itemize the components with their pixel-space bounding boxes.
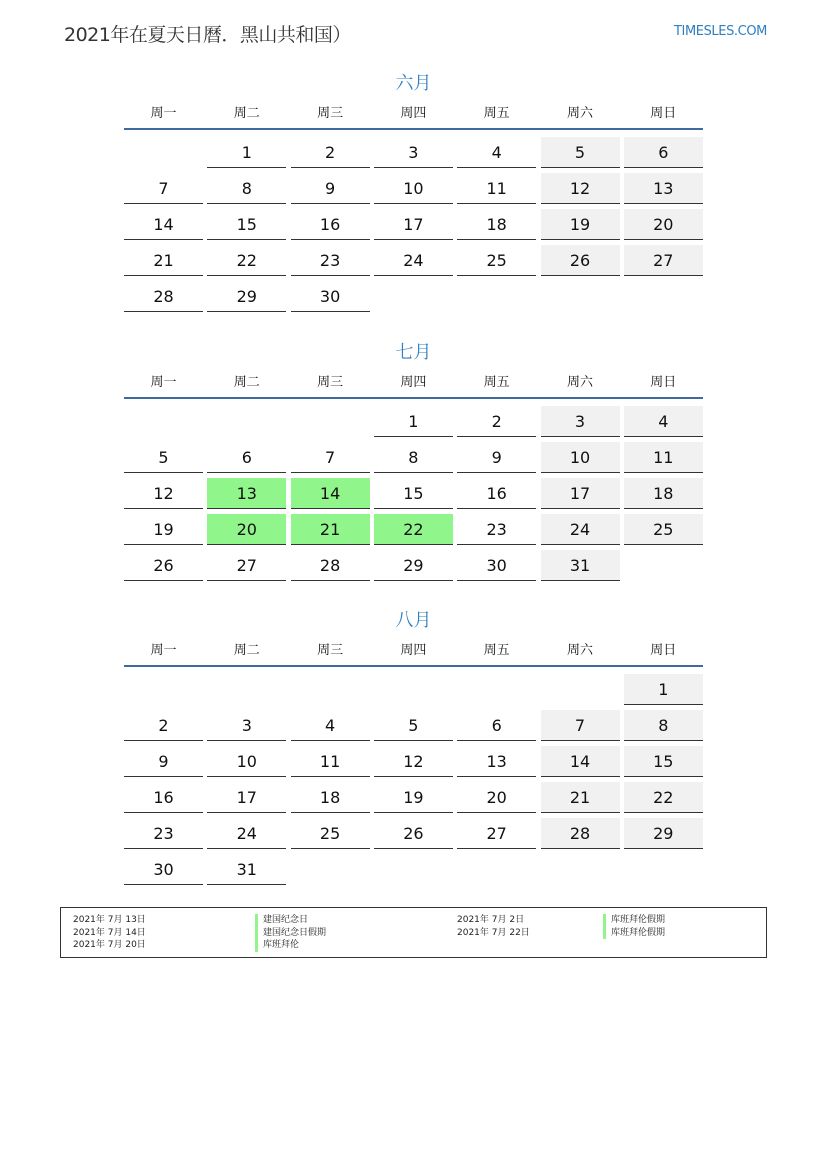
calendar-day: 7 [124, 173, 203, 204]
calendar-day: 17 [541, 478, 620, 509]
legend-dates-right [457, 914, 530, 939]
legend-holiday-name: 库班拜伦 [255, 939, 326, 952]
calendar-day: 8 [624, 710, 703, 741]
calendar-day: 21 [291, 514, 370, 545]
weekday-header [124, 639, 703, 669]
legend-date: 2021年 7月 14日 [73, 927, 146, 938]
weekday-label: 周四 [400, 106, 427, 121]
calendar-day: 20 [457, 782, 536, 813]
calendar-day: 17 [207, 782, 286, 813]
calendar-day: 4 [291, 710, 370, 741]
weekday-label: 周五 [483, 375, 510, 390]
calendar-day: 1 [374, 406, 453, 437]
calendar-day: 2 [291, 137, 370, 168]
weekday-label: 周一 [150, 106, 177, 121]
calendar-day: 21 [124, 245, 203, 276]
calendar-day: 4 [457, 137, 536, 168]
calendar-day: 11 [457, 173, 536, 204]
calendar-day: 11 [624, 442, 703, 473]
calendar-day: 25 [457, 245, 536, 276]
month-calendar [124, 70, 703, 306]
holiday-legend [60, 907, 767, 958]
legend-date: 2021年 7月 13日 [73, 915, 146, 925]
weekday-label: 周日 [650, 375, 677, 390]
calendar-day: 24 [541, 514, 620, 545]
calendar-day: 7 [541, 710, 620, 741]
calendar-day: 3 [374, 137, 453, 168]
legend-holiday-name: 库班拜伦假期 [603, 914, 665, 927]
calendar-day: 7 [291, 442, 370, 473]
calendar-day: 9 [291, 173, 370, 204]
calendar-day: 8 [207, 173, 286, 204]
calendar-day: 12 [374, 746, 453, 777]
calendar-day: 27 [207, 550, 286, 581]
calendar-day: 16 [457, 478, 536, 509]
calendar-day: 3 [207, 710, 286, 741]
calendar-day: 19 [124, 514, 203, 545]
weekday-label: 周日 [650, 106, 677, 121]
weekday-label: 周六 [566, 106, 593, 121]
legend-date: 2021年 7月 20日 [73, 940, 146, 950]
calendar-day: 15 [207, 209, 286, 240]
calendar-day: 21 [541, 782, 620, 813]
calendar-day: 5 [124, 442, 203, 473]
calendar-day: 3 [541, 406, 620, 437]
calendar-day: 10 [541, 442, 620, 473]
legend-holiday-name: 库班拜伦假期 [603, 927, 665, 940]
calendar-day: 11 [291, 746, 370, 777]
calendar-day: 13 [457, 746, 536, 777]
calendar-day: 23 [457, 514, 536, 545]
calendar-day: 20 [624, 209, 703, 240]
calendar-day: 1 [207, 137, 286, 168]
header-divider [124, 397, 703, 399]
legend-holiday-name: 建国纪念日 [255, 914, 326, 927]
legend-date: 2021年 7月 2日 [457, 915, 525, 925]
calendar-day: 6 [624, 137, 703, 168]
calendar-day: 31 [207, 854, 286, 885]
calendar-day: 30 [457, 550, 536, 581]
site-link[interactable]: TIMESLES.COM [673, 24, 767, 39]
calendar-day: 18 [624, 478, 703, 509]
calendar-day: 16 [124, 782, 203, 813]
weekday-label: 周六 [566, 643, 593, 658]
weekday-header [124, 102, 703, 132]
header-divider [124, 128, 703, 130]
weekday-label: 周六 [566, 375, 593, 390]
calendar-day: 30 [291, 281, 370, 312]
calendar-day: 30 [124, 854, 203, 885]
calendar-day: 14 [124, 209, 203, 240]
month-calendar [124, 339, 703, 575]
month-title: 六月 [395, 73, 432, 94]
calendar-day: 26 [541, 245, 620, 276]
calendar-day: 26 [124, 550, 203, 581]
calendar-day: 29 [624, 818, 703, 849]
month-title: 七月 [395, 342, 432, 363]
weekday-label: 周四 [400, 643, 427, 658]
weekday-label: 周二 [233, 106, 260, 121]
weekday-label: 周五 [483, 106, 510, 121]
calendar-day: 14 [541, 746, 620, 777]
calendar-day: 23 [291, 245, 370, 276]
weekday-label: 周一 [150, 375, 177, 390]
legend-names-right [603, 914, 665, 939]
calendar-day: 12 [124, 478, 203, 509]
weekday-label: 周一 [150, 643, 177, 658]
legend-date: 2021年 7月 22日 [457, 927, 530, 938]
header-divider [124, 665, 703, 667]
calendar-day: 19 [541, 209, 620, 240]
calendar-day: 10 [374, 173, 453, 204]
calendar-day: 2 [457, 406, 536, 437]
weekday-header [124, 371, 703, 401]
calendar-day: 5 [374, 710, 453, 741]
calendar-day: 25 [624, 514, 703, 545]
calendar-day: 22 [374, 514, 453, 545]
calendar-day: 28 [124, 281, 203, 312]
calendar-day: 4 [624, 406, 703, 437]
calendar-day: 18 [457, 209, 536, 240]
calendar-day: 2 [124, 710, 203, 741]
calendar-day: 13 [624, 173, 703, 204]
weekday-label: 周日 [650, 643, 677, 658]
calendar-day: 24 [374, 245, 453, 276]
calendar-day: 14 [291, 478, 370, 509]
calendar-day: 22 [207, 245, 286, 276]
page-title: 2021年在夏天日曆．黑山共和国） [64, 24, 351, 46]
weekday-label: 周三 [317, 106, 344, 121]
month-title: 八月 [395, 610, 432, 631]
calendar-day: 15 [374, 478, 453, 509]
legend-holiday-name: 建国纪念日假期 [255, 927, 326, 940]
legend-dates-left [73, 914, 146, 952]
calendar-day: 1 [624, 674, 703, 705]
calendar-day: 18 [291, 782, 370, 813]
calendar-day: 26 [374, 818, 453, 849]
calendar-day: 23 [124, 818, 203, 849]
month-calendar [124, 607, 703, 879]
calendar-day: 6 [457, 710, 536, 741]
calendar-day: 17 [374, 209, 453, 240]
calendar-day: 16 [291, 209, 370, 240]
weekday-label: 周三 [317, 375, 344, 390]
calendar-day: 8 [374, 442, 453, 473]
calendar-day: 10 [207, 746, 286, 777]
calendar-day: 27 [457, 818, 536, 849]
calendar-day: 15 [624, 746, 703, 777]
calendar-day: 9 [124, 746, 203, 777]
calendar-day: 9 [457, 442, 536, 473]
calendar-day: 12 [541, 173, 620, 204]
calendar-day: 13 [207, 478, 286, 509]
calendar-day: 19 [374, 782, 453, 813]
calendar-day: 28 [291, 550, 370, 581]
calendar-day: 31 [541, 550, 620, 581]
legend-names-left [255, 914, 326, 952]
weekday-label: 周三 [317, 643, 344, 658]
weekday-label: 周二 [233, 375, 260, 390]
calendar-day: 29 [374, 550, 453, 581]
calendar-day: 5 [541, 137, 620, 168]
calendar-day: 28 [541, 818, 620, 849]
weekday-label: 周二 [233, 643, 260, 658]
weekday-label: 周五 [483, 643, 510, 658]
calendar-day: 24 [207, 818, 286, 849]
calendar-day: 25 [291, 818, 370, 849]
calendar-day: 27 [624, 245, 703, 276]
calendar-day: 20 [207, 514, 286, 545]
calendar-day: 6 [207, 442, 286, 473]
calendar-day: 22 [624, 782, 703, 813]
calendar-day: 29 [207, 281, 286, 312]
weekday-label: 周四 [400, 375, 427, 390]
